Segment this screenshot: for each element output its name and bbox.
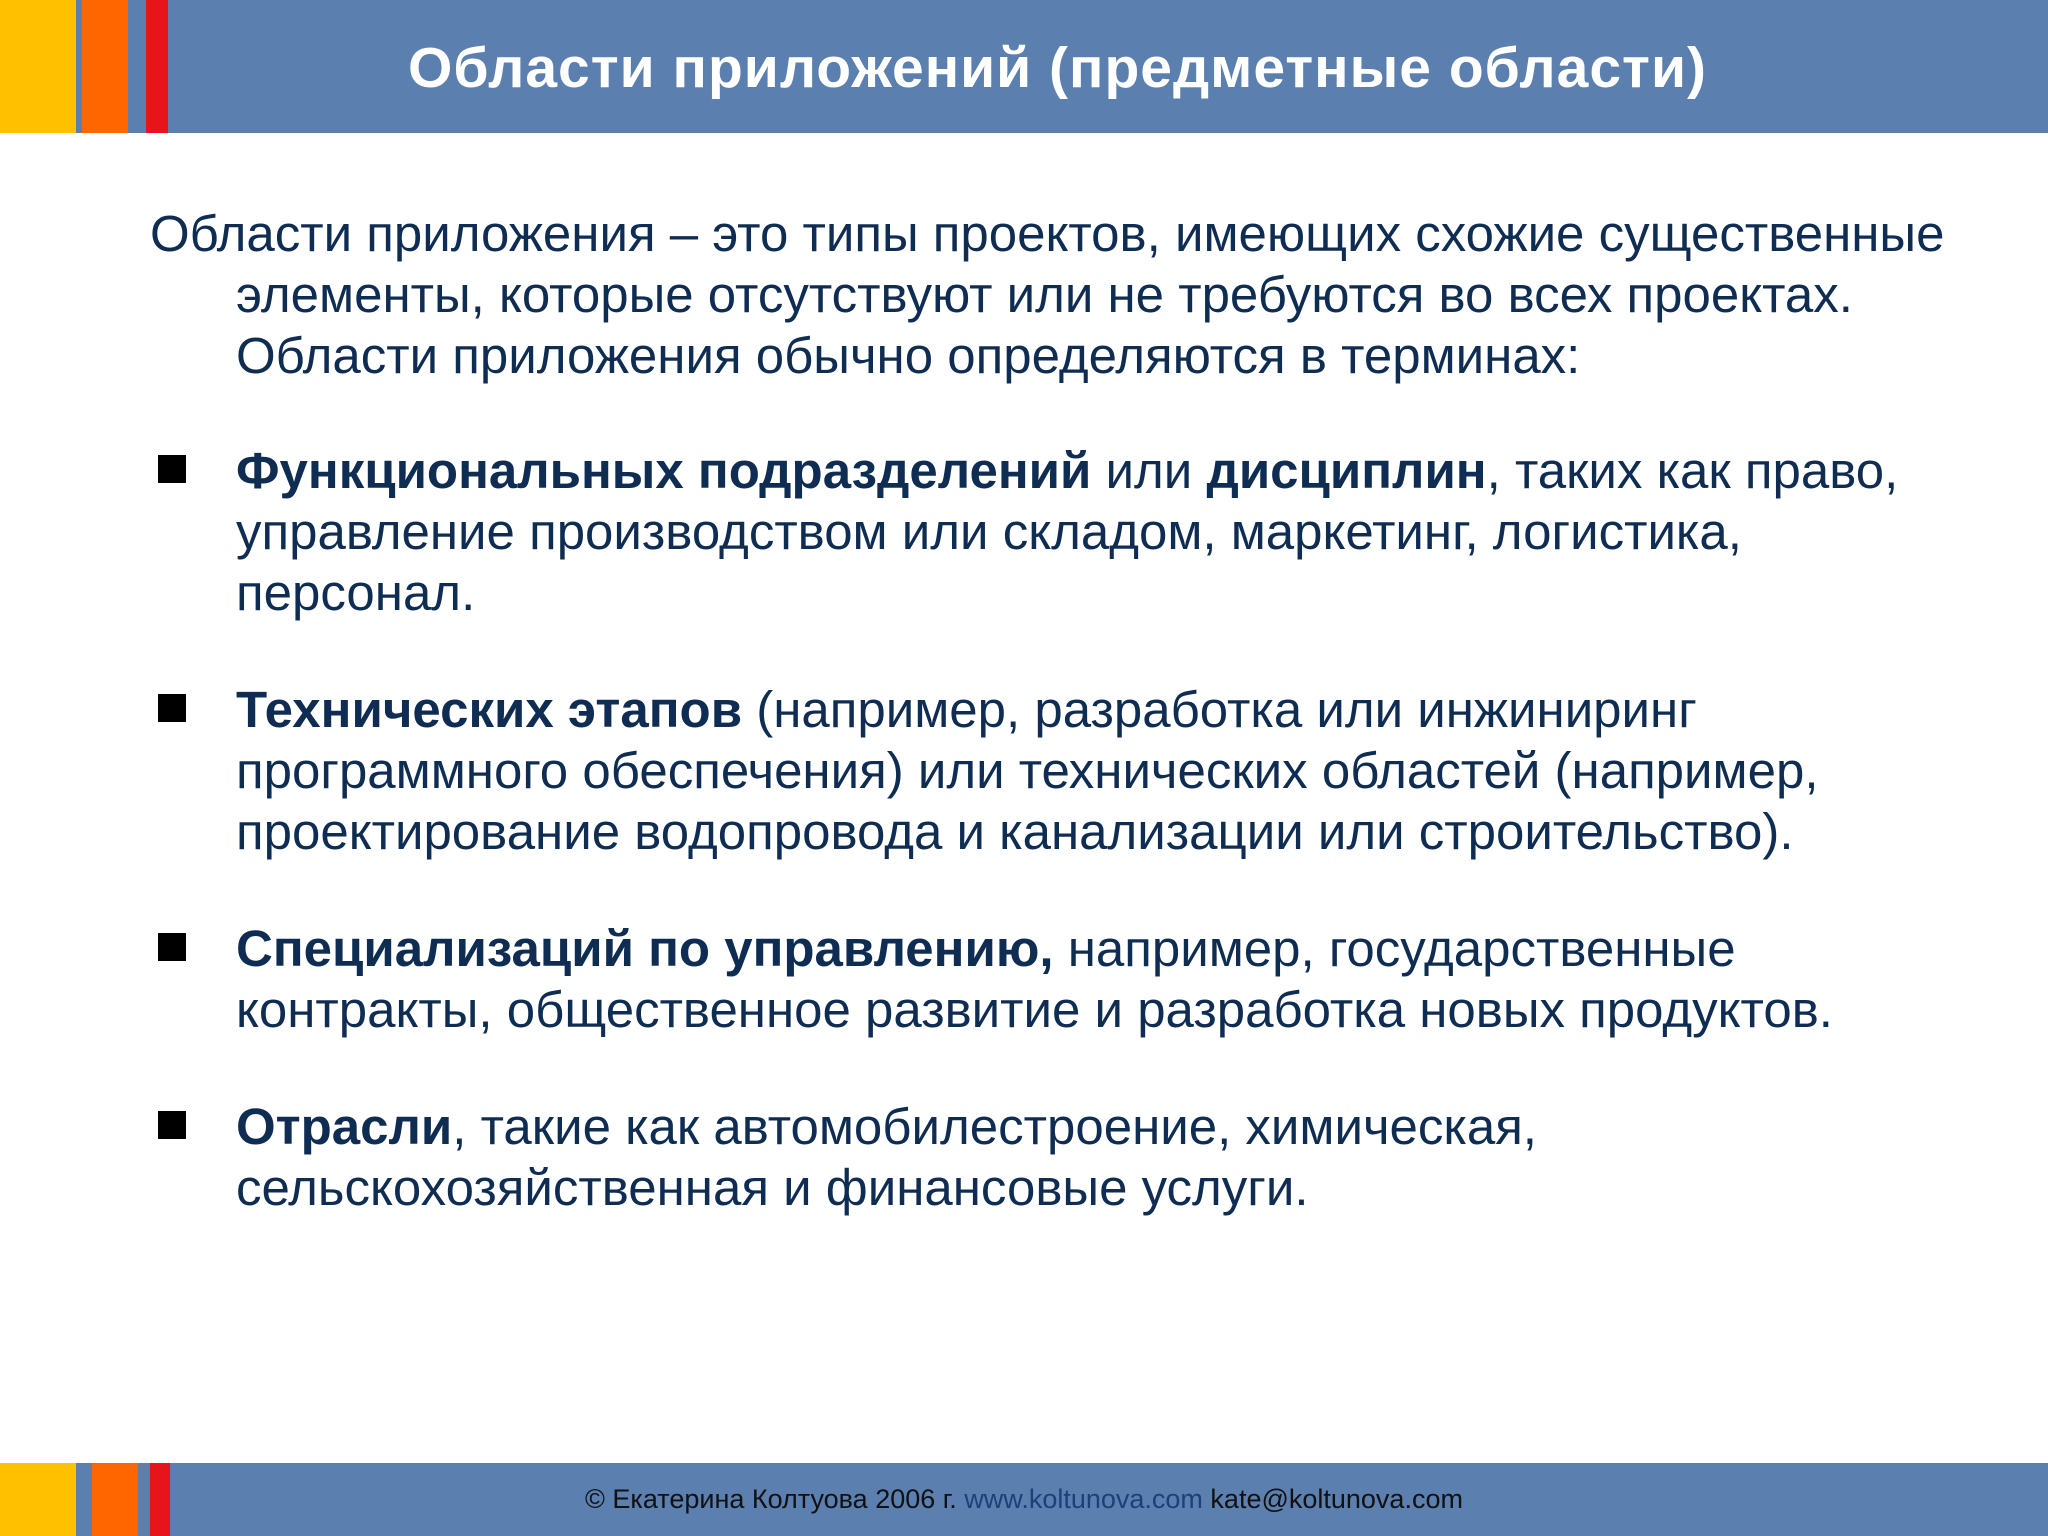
bullet-text: например, государственные контракты, общественное развитие и разработка новых продуктов. [236, 920, 1833, 1038]
bullet-bold-text: Технических этапов [236, 681, 743, 738]
slide-body [150, 203, 1990, 1218]
bullet-square-icon [158, 1111, 186, 1139]
bullet-bold-text: Специализаций по управлению, [236, 920, 1054, 977]
bullet-bold-text: Отрасли [236, 1098, 453, 1155]
footer-credits [0, 1484, 2048, 1515]
stripe-orange [82, 0, 128, 133]
intro-paragraph: Области приложения – это типы проектов, имеющих схожие существенные элементы, которые отсутствуют или не требуются во всех проектах. Области приложения обычно определяются в терминах: [150, 205, 1945, 384]
bullet-item-technical [150, 679, 1990, 862]
bullet-bold-text: дисциплин [1206, 442, 1487, 499]
bullet-text: (например, разработка или инжиниринг программного обеспечения) или технических областей (например, проектирование водопровода и канализации или строительство). [236, 681, 1819, 860]
bullet-text: , таких как право, управление производством или складом, маркетинг, логистика, персонал. [236, 442, 1899, 621]
footer-copyright: © Екатерина Колтуова 2006 г. [585, 1484, 965, 1514]
bullet-bold-text: Функциональных подразделений [236, 442, 1092, 499]
bullet-item-functional [150, 440, 1990, 623]
stripe-red [146, 0, 168, 133]
bullet-item-industries [150, 1096, 1990, 1218]
bullet-square-icon [158, 933, 186, 961]
bullet-text: , такие как автомобилестроение, химическая, сельскохозяйственная и финансовые услуги. [236, 1098, 1537, 1216]
bullet-square-icon [158, 694, 186, 722]
footer-email[interactable]: kate@koltunova.com [1202, 1484, 1463, 1514]
footer-website-link[interactable]: www.koltunova.com [964, 1484, 1203, 1514]
bullet-item-management [150, 918, 1990, 1040]
bullet-square-icon [158, 455, 186, 483]
bullet-text: или [1091, 442, 1207, 499]
slide-title: Области приложений (предметные области) [408, 36, 1707, 100]
stripe-yellow [0, 0, 76, 133]
